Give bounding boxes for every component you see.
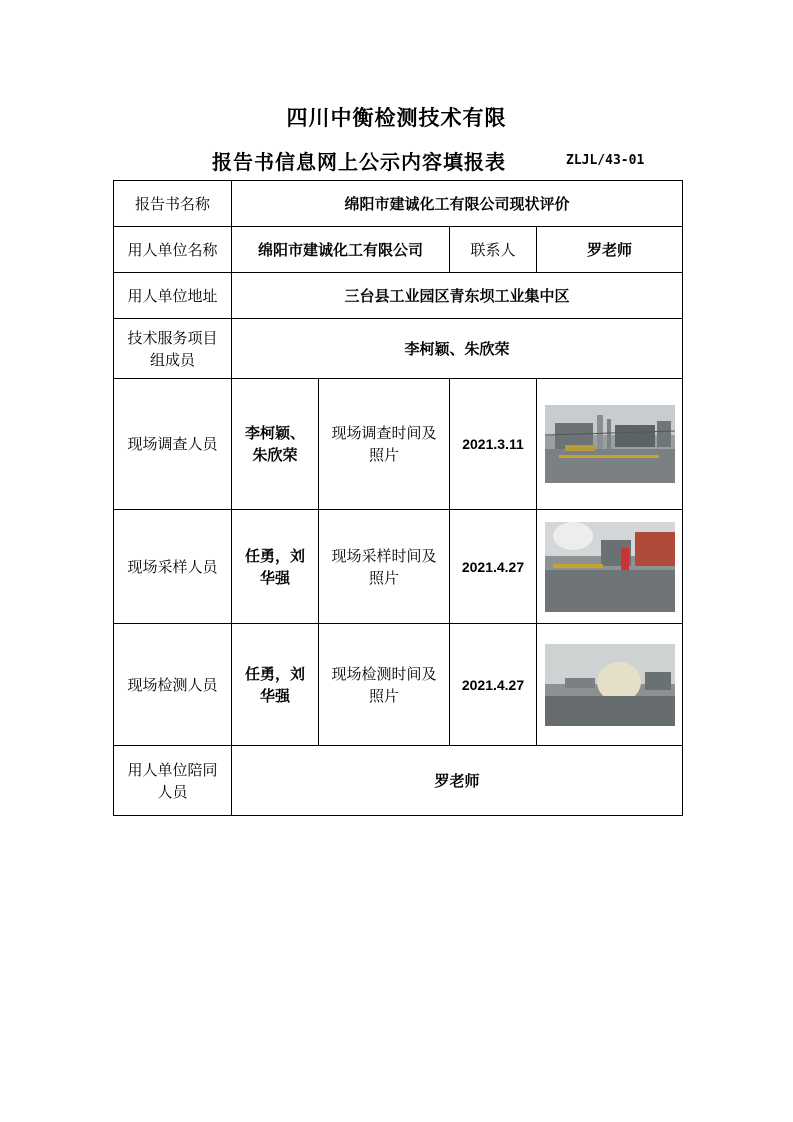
survey-people	[232, 379, 319, 510]
sampling-photo-cell	[537, 510, 683, 624]
members-label	[114, 319, 232, 379]
form-code: ZLJL/43-01	[566, 153, 645, 168]
testing-people	[232, 624, 319, 746]
members-label-line1: 技术服务项目	[127, 328, 218, 347]
accompany-label-line1: 用人单位陪同	[127, 760, 218, 779]
row-unit-address	[114, 273, 683, 319]
contact-value: 罗老师	[537, 227, 683, 273]
row-sampling	[114, 510, 683, 624]
row-report-name	[114, 181, 683, 227]
sampling-site-photo	[545, 522, 675, 612]
testing-photo-cell	[537, 624, 683, 746]
survey-time-label	[319, 379, 450, 510]
testing-date: 2021.4.27	[450, 624, 537, 746]
row-testing	[114, 624, 683, 746]
testing-site-photo	[545, 644, 675, 726]
accompany-value: 罗老师	[232, 746, 683, 816]
testing-time-label-line2: 照片	[368, 686, 399, 705]
testing-people-line2: 华强	[259, 686, 290, 705]
sampling-people	[232, 510, 319, 624]
survey-site-photo	[545, 405, 675, 483]
report-name-value: 绵阳市建诚化工有限公司现状评价	[232, 181, 683, 227]
unit-address-value: 三台县工业园区青东坝工业集中区	[232, 273, 683, 319]
form-title: 报告书信息网上公示内容填报表	[212, 150, 506, 174]
survey-people-line2: 朱欣荣	[252, 446, 298, 464]
company-title: 四川中衡检测技术有限	[286, 106, 507, 130]
info-table	[113, 180, 683, 816]
sampling-date: 2021.4.27	[450, 510, 537, 624]
testing-time-label-line1: 现场检测时间及	[331, 664, 437, 683]
row-members	[114, 319, 683, 379]
testing-time-label	[319, 624, 450, 746]
accompany-label	[114, 746, 232, 816]
row-accompany	[114, 746, 683, 816]
sampling-time-label-line2: 照片	[368, 568, 399, 587]
survey-people-line1: 李柯颖、	[244, 424, 305, 442]
survey-date: 2021.3.11	[450, 379, 537, 510]
survey-time-label-line1: 现场调查时间及	[331, 424, 437, 442]
row-unit-name	[114, 227, 683, 273]
sampling-time-label	[319, 510, 450, 624]
sampling-label: 现场采样人员	[114, 510, 232, 624]
sampling-people-line1: 任勇，刘	[244, 546, 305, 565]
accompany-label-line2: 人员	[157, 782, 188, 801]
members-label-line2: 组成员	[149, 350, 195, 369]
report-name-label: 报告书名称	[114, 181, 232, 227]
unit-name-label: 用人单位名称	[114, 227, 232, 273]
row-survey	[114, 379, 683, 510]
sampling-time-label-line1: 现场采样时间及	[331, 546, 437, 565]
unit-name-value: 绵阳市建诚化工有限公司	[232, 227, 450, 273]
testing-people-line1: 任勇，刘	[244, 664, 305, 683]
contact-label: 联系人	[450, 227, 537, 273]
unit-address-label: 用人单位地址	[114, 273, 232, 319]
members-value: 李柯颖、朱欣荣	[232, 319, 683, 379]
survey-time-label-line2: 照片	[368, 446, 399, 464]
testing-label: 现场检测人员	[114, 624, 232, 746]
sampling-people-line2: 华强	[259, 568, 290, 587]
survey-photo-cell	[537, 379, 683, 510]
survey-label: 现场调查人员	[114, 379, 232, 510]
